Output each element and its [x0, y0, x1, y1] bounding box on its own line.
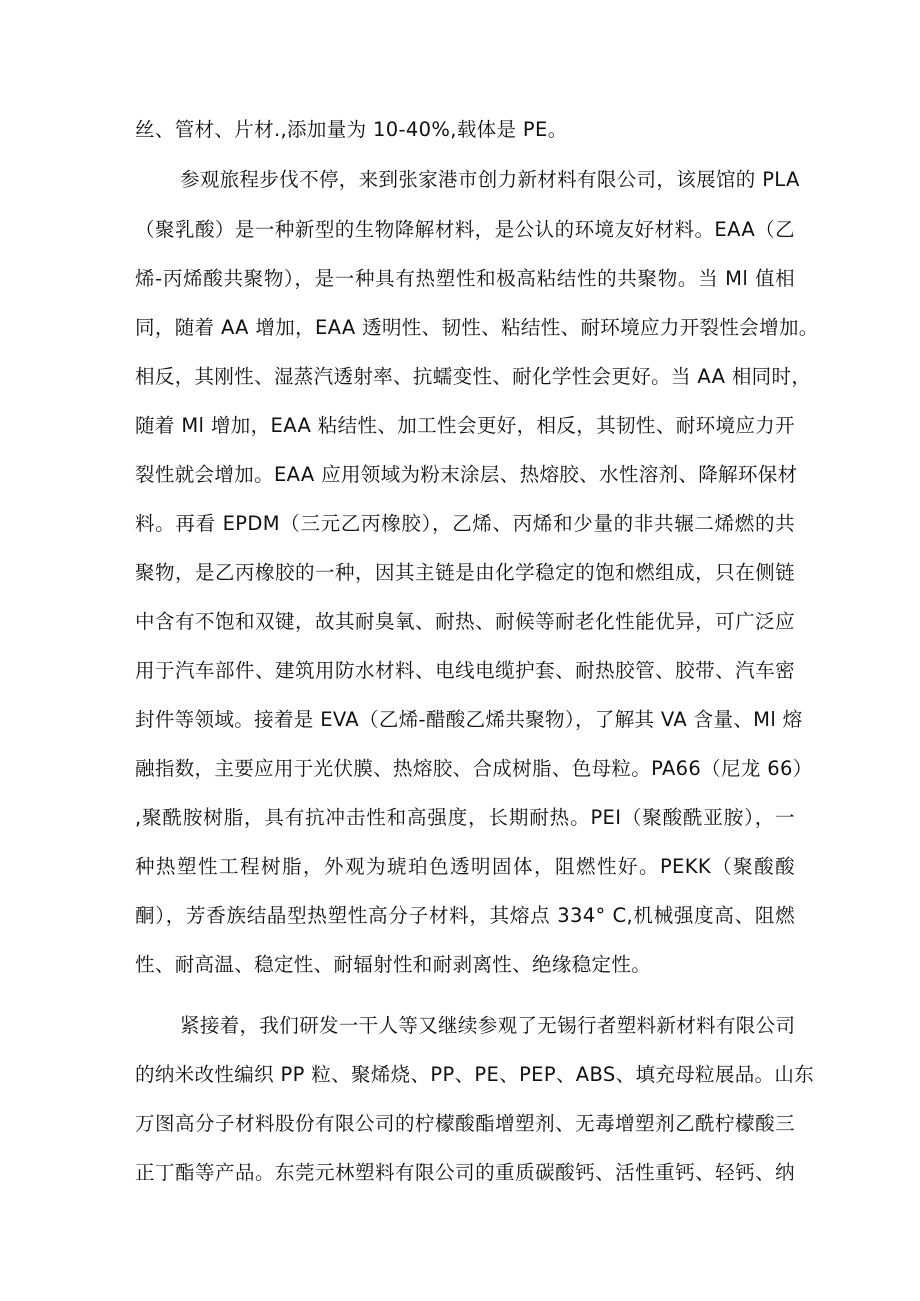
- text-line: 紧接着，我们研发一干人等又继续参观了无锡行者塑料新材料有限公司: [180, 1014, 796, 1037]
- text-line: 裂性就会增加。EAA 应用领域为粉末涂层、热熔胶、水性溶剂、降解环保材: [135, 463, 798, 486]
- text-line: 的纳米改性编织 PP 粒、聚烯烧、PP、PE、PEP、ABS、填充母粒展品。山东: [135, 1063, 815, 1086]
- text-line: 封件等领域。接着是 EVA（乙烯-醋酸乙烯共聚物），了解其 VA 含量、Ml 熔: [135, 708, 803, 731]
- text-line: 随着 Ml 增加，EAA 粘结性、加工性会更好，相反，其韧性、耐环境应力开: [135, 414, 795, 437]
- text-line: 酮），芳香族结晶型热塑性高分子材料，其熔点 334° C,机械强度高、阻燃: [135, 904, 795, 927]
- text-line: 料。再看 EPDM（三元乙丙橡胶），乙烯、丙烯和少量的非共辗二烯燃的共: [135, 512, 795, 535]
- text-line: 用于汽车部件、建筑用防水材料、电线电缆护套、耐热胶管、胶带、汽车密: [135, 659, 795, 682]
- text-line: 相反，其刚性、湿蒸汽透射率、抗蠕变性、耐化学性会更好。当 AA 相同时，: [135, 365, 812, 388]
- text-line: （聚乳酸）是一种新型的生物降解材料，是公认的环境友好材料。EAA（乙: [135, 218, 795, 241]
- text-line: 中含有不饱和双键，故其耐臭氧、耐热、耐候等耐老化性能优异，可广泛应: [135, 610, 795, 633]
- text-line: 种热塑性工程树脂，外观为琥珀色透明固体，阻燃性好。PEKK（聚酸酸: [135, 855, 795, 878]
- text-line: 融指数，主要应用于光伏膜、热熔胶、合成树脂、色母粒。PA66（尼龙 66）: [135, 757, 813, 780]
- text-line: ,聚酰胺树脂，具有抗冲击性和高强度，长期耐热。PEI（聚酸酰亚胺），一: [135, 806, 795, 829]
- text-line: 同，随着 AA 增加，EAA 透明性、韧性、粘结性、耐环境应力开裂性会增加。: [135, 316, 819, 339]
- text-line: 丝、管材、片材.,添加量为 10-40%,载体是 PE。: [135, 118, 568, 141]
- text-line: 烯-丙烯酸共聚物），是一种具有热塑性和极高粘结性的共聚物。当 Ml 值相: [135, 267, 795, 290]
- text-line: 万图高分子材料股份有限公司的柠檬酸酯增塑剂、无毒增塑剂乙酰柠檬酸三: [135, 1112, 795, 1135]
- text-line: 正丁酯等产品。东莞元林塑料有限公司的重质碳酸钙、活性重钙、轻钙、纳: [135, 1161, 795, 1184]
- text-line: 性、耐高温、稳定性、耐辐射性和耐剥离性、绝缘稳定性。: [135, 953, 652, 976]
- text-line: 参观旅程步伐不停，来到张家港市创力新材料有限公司，该展馆的 PLA: [180, 168, 800, 191]
- text-line: 聚物，是乙丙橡胶的一种，因其主链是由化学稳定的饱和燃组成，只在侧链: [135, 561, 795, 584]
